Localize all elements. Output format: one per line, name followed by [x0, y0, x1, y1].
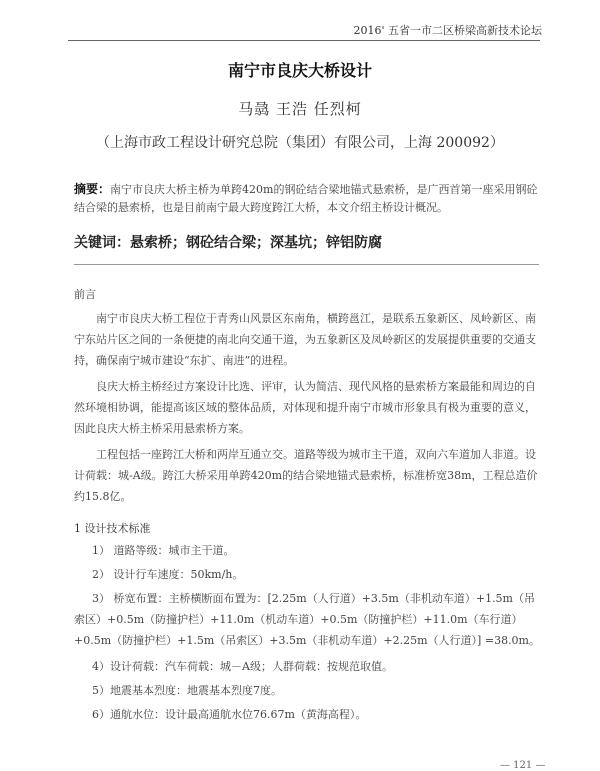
abstract-divider [74, 264, 539, 265]
spec-item: 3） 桥宽布置：主桥横断面布置为：[2.25m（人行道）+3.5m（非机动车道）+1.5m（吊索区）+0.5m（防撞护栏）+11.0m（机动车道）+0.5m（防撞护栏）+11.0m（车行道）+0.5m（防撞护栏）+1.5m（吊索区）+3.5m（非机动车道）+2.25m（人行道）] =38.0m。 [74, 592, 540, 647]
spec-item: 2） 设计行车速度：50km/h。 [92, 568, 244, 581]
header-rule [68, 40, 540, 41]
keywords-text: 悬索桥；钢砼结合梁；深基坑；锌铝防腐 [130, 235, 382, 251]
spec-item: 4）设计荷载：汽车荷载：城－A级；人群荷载：按规范取值。 [92, 660, 393, 673]
paper-title: 南宁市良庆大桥设计 [227, 61, 372, 80]
paragraph-3: 工程包括一座跨江大桥和两岸互通立交。道路等级为城市主干道，双向六车道加人非道。设计荷载：城-A级。跨江大桥采用单跨420m的结合梁地锚式悬索桥，标准桥宽38m，工程总造价约15.8亿。 [74, 448, 538, 503]
section-1-heading: 1 设计技术标准 [74, 522, 151, 535]
page-number: — 121 — [500, 760, 546, 771]
spec-item: 6）通航水位：设计最高通航水位76.67m（黄海高程）。 [92, 708, 367, 721]
intro-heading: 前言 [74, 288, 96, 301]
paragraph-2: 良庆大桥主桥经过方案设计比选、评审，认为简洁、现代风格的悬索桥方案最能和周边的自然环境相协调，能提高该区域的整体品质，对体现和提升南宁市城市形象具有极为重要的意义，因此良庆大桥主桥采用悬索桥方案。 [74, 380, 536, 435]
authors: 马骉 王浩 任烈柯 [238, 100, 362, 118]
keywords [74, 232, 539, 252]
running-header: 2016' 五省一市二区桥梁高新技术论坛 [353, 24, 542, 37]
spec-item: 5）地震基本烈度：地震基本烈度7度。 [92, 684, 282, 697]
paragraph-1: 南宁市良庆大桥工程位于青秀山风景区东南角，横跨邕江，是联系五象新区、凤岭新区、南宁东站片区之间的一条便捷的南北向交通干道，为五象新区及凤岭新区的发展提供重要的交通支持，确保南宁城市建设“东扩、南进”的进程。 [74, 312, 536, 367]
abstract-text: 南宁市良庆大桥主桥为单跨420m的钢砼结合梁地锚式悬索桥，是广西首第一座采用钢砼结合梁的悬索桥，也是目前南宁最大跨度跨江大桥，本文介绍主桥设计概况。 [74, 183, 538, 214]
keywords-label: 关键词： [74, 235, 130, 251]
abstract [74, 180, 539, 217]
affiliation: （上海市政工程设计研究总院（集团）有限公司，上海 200092） [96, 135, 504, 151]
spec-item: 1） 道路等级：城市主干道。 [92, 544, 235, 557]
abstract-label: 摘要： [74, 182, 111, 196]
